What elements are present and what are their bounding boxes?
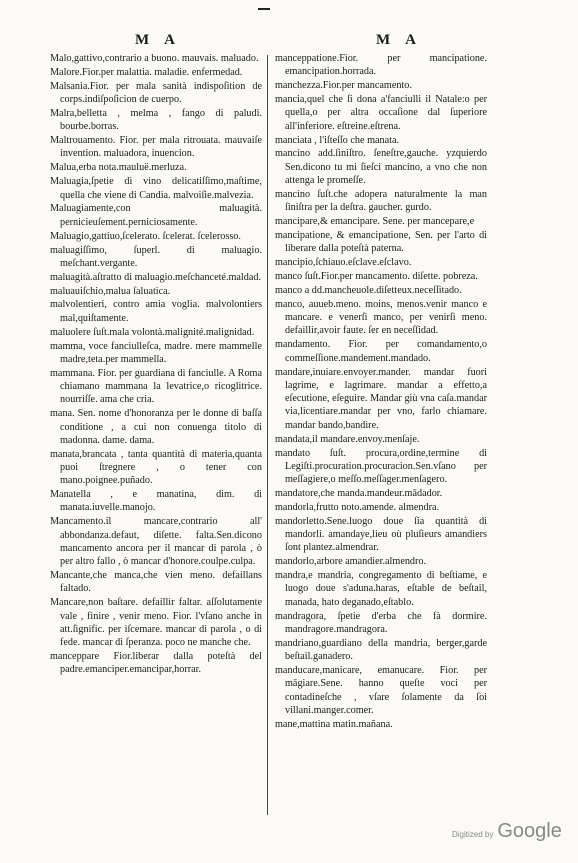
left-column-header: M A xyxy=(135,32,181,48)
dictionary-entry: mamma, voce fanciulleſca, madre. mere mammelle madre,teta.per mammella. xyxy=(50,340,262,365)
dictionary-entry: mandriano,guardiano della mandria, berger,garde beſtail.ganadero. xyxy=(275,637,487,663)
dictionary-entry: maluagità.aſtratto di maluagio.meſchanceté.maldad. xyxy=(50,271,262,283)
dictionary-entry: Mancare,non baſtare. defaillir faltar. aſſolutamente vale , finire , venir meno. Fior. l'vſano anche in att.ſignific. per iſcemare. mancar di parola , o di fede. mancar di ſperanza. poco ne manche che. xyxy=(50,597,262,649)
dictionary-entry: mandamento. Fior. per comandamento,o commeſſione.mandement.mandado. xyxy=(275,339,487,364)
dictionary-entry: mandragora, ſpetie d'erba che fà dormire. mandragore.mandragora. xyxy=(275,610,487,635)
dictionary-entry: Maluagiamente,con maluagità. pernicieuſement.perniciosamente. xyxy=(50,203,262,228)
dictionary-entry: mandra,e mandria, congregamento di beſtiame, e luogo doue s'aduna.haras, eſtable de beſtail, manada, hato deganado,eſtablo. xyxy=(275,570,487,608)
dictionary-entry: Maltrouamento. Fior. per mala ritrouata. mauvaiſe invention. maluadora, inuencion. xyxy=(50,135,262,160)
dictionary-entry: Mancamento.il mancare,contrario all' abbondanza.defaut, diſette. falta.Sen.dicono mancamento ancora per il mancar di parola , ò per altro fallo , ò mancar d'honore.coulpe.culpa. xyxy=(50,516,262,568)
dictionary-entry: mane,mattina matin.mañana. xyxy=(275,718,393,730)
dictionary-entry: maluolere ſuſt.mala volontà.malignité.malignidad. xyxy=(50,326,255,338)
dictionary-entry: Malra,belletta , melma , fango di paludi. bourbe.borras. xyxy=(50,107,262,133)
dictionary-entry: malvolentieri, contro amia voglia. malvolontiers mal,quiſtamente. xyxy=(50,299,262,324)
dictionary-entry: mancia,quel che ſi dona a'fanciulli il Natale:o per quella,o per altra occaſione dal ſuperiore all'inferiore. eſtreine.eſtrena. xyxy=(275,94,487,132)
dictionary-entry: mancino add.ſiniſtro. ſeneſtre,gauche. yzquierdo Sen.dicono tu mi ſieſci mancino, a vno che non attenga le promeſſe. xyxy=(275,148,487,187)
dictionary-entry: manco ſuſt.Fior.per mancamento. diſette. pobreza. xyxy=(275,271,478,283)
dictionary-entry: manciata , l'iſteſſo che manata. xyxy=(275,134,400,146)
top-mark xyxy=(258,8,270,10)
dictionary-entry: Malua,erba nota.mauluë.merluza. xyxy=(50,162,187,174)
digitized-by-google-watermark xyxy=(452,820,562,843)
right-column xyxy=(275,52,487,732)
dictionary-entry: mana. Sen. nome d'honoranza per le donne di baſſa conditione , a cui non conuenga titolo di madonna. dame. dama. xyxy=(50,408,262,446)
column-divider xyxy=(267,55,268,815)
left-column xyxy=(50,52,262,677)
dictionary-entry: mandatore,che manda.mandeur.mādador. xyxy=(275,488,443,499)
dictionary-entry: Malore.Fior.per malattia. maladie. enfermedad. xyxy=(50,66,243,78)
right-column-header: M A xyxy=(376,32,422,48)
dictionary-entry: Mancante,che manca,che vien meno. defaillans faltado. xyxy=(50,570,262,595)
dictionary-entry: maluagiſſimo, ſuperl. di maluagio. meſchant.vergante. xyxy=(50,244,262,269)
dictionary-entry: manceppatione.Fior. per mancipatione. emancipation.horrada. xyxy=(275,53,487,78)
dictionary-entry: manco, auueb.meno. moins, menos.venir manco e mancare. e venerſi manco, per venirſi meno. defaillir,avoir faute. ſer en neceſſidad. xyxy=(275,298,487,337)
dictionary-entry: mancipare,& emancipare. Sene. per mancepare,e xyxy=(275,216,475,228)
dictionary-entry: mandorla,frutto noto.amende. almendra. xyxy=(275,501,440,513)
dictionary-entry: Manatella , e manatina, dim. di manata.iuvelle.manojo. xyxy=(50,489,262,514)
dictionary-entry: Maluagio,gattiuo,ſcelerato. ſcelerat. ſcelerosso. xyxy=(50,230,241,242)
dictionary-entry: manceppare Fior.liberar dalla poteſtà del padre.emanciper.emancipar,horrar. xyxy=(50,651,262,676)
dictionary-entry: mandato ſuſt. procura,ordine,termine di Legiſti.procuration.procuracion.Sen.vſano per meſſagiere,o meſſo.meſſager.menſagero. xyxy=(275,447,487,486)
dictionary-entry: Malsania.Fior. per mala sanità indispoſition de corps.indiſpoſicion de cuerpo. xyxy=(50,80,262,106)
dictionary-entry: mandata,il mandare.envoy.menſaje. xyxy=(275,433,420,445)
dictionary-entry: mancipio,ſchiauo.eſclave.eſclavo. xyxy=(275,257,412,269)
dictionary-entry: mammana. Fior. per guardiana di fanciulle. A Roma chiamano mammana la levatrice,o ricoglitrice. nourriſſe. ama che cria. xyxy=(50,367,262,406)
dictionary-entry: mancipatione, & emancipatione, Sen. per l'arto di liberare dalla poteſtà paterna. xyxy=(275,230,487,255)
dictionary-entry: mandare,inuiare.envoyer.mander. mandar fuori lagrime, e lagrimare. mandar a effetto,a eſecutione, eſeguire. Mandar giù vna caſa.mandar via,licentiare.mandar per vno, farlo chiamare. mandar bando,bandire. xyxy=(275,366,487,431)
dictionary-entry: mandorlo,arbore amandier.almendro. xyxy=(275,556,427,568)
dictionary-entry: mandorletto.Sene.luogo doue ſia quantità di mandorli. amandaye,lieu où pluſieurs amandiers ſont plantez.almendrar. xyxy=(275,515,487,554)
dictionary-entry: manducare,manicare, emanucare. Fior. per māgiare.Sene. hanno queſte voci per contadineſche , vſare ſolamente da ſoi villani.manger.comer. xyxy=(275,665,487,716)
watermark-small-text: Digitized by xyxy=(452,830,494,839)
dictionary-entry: mancino ſuſt.che adopera naturalmente la man ſiniſtra per la deſtra. gaucher. gurdo. xyxy=(275,188,487,214)
dictionary-entry: Maluagia,ſpetie di vino delicatiſſimo,maſtime, quella che viene di Candia. malvoiſie.malvezia. xyxy=(50,176,262,201)
dictionary-entry: Malo,gattivo,contrario a buono. mauvais. maluado. xyxy=(50,53,259,64)
watermark-logo-text: Google xyxy=(497,820,562,842)
dictionary-entry: maluauiſchio,malua ſaluatica. xyxy=(50,285,171,297)
dictionary-entry: manco a dd.mancheuole.diſetteux.neceſſitado. xyxy=(275,284,462,296)
dictionary-entry: manata,brancata , tanta quantità di materia,quanta puoi ſtregnere , o tener con mano.poignee.puñado. xyxy=(50,448,262,487)
dictionary-entry: manchezza.Fior.per mancamento. xyxy=(275,80,412,92)
